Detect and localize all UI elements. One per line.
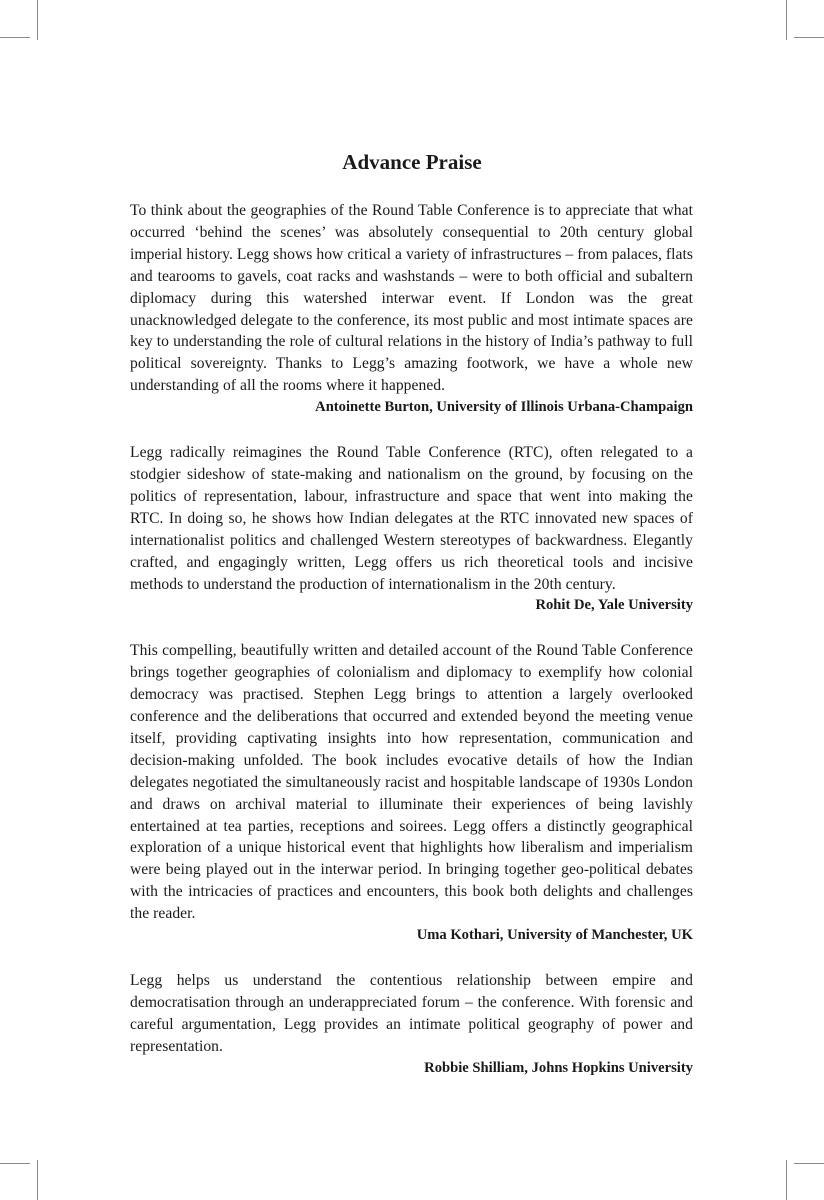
endorsement-quote: To think about the geographies of the Round Table Conference is to appreciate that what occurred ‘behind the scenes’ was absolutely consequential to 20th century global imperial history. Legg shows how critical a variety of infrastructures – from palaces, flats and tearooms to gavels, coat racks and washstands – were to both official and subaltern diplomacy during this watershed interwar event. If London was the great unacknowledged delegate to the conference, its most public and most intimate spaces are key to understanding the role of cultural relations in the history of India’s pathway to full political sovereignty. Thanks to Legg’s amazing footwork, we have a whole new understanding of all the rooms where it happened. xyxy=(130,202,693,395)
page-title: Advance Praise xyxy=(342,150,482,174)
crop-mark-bottom-right xyxy=(786,1160,787,1200)
endorsement-de xyxy=(130,442,693,617)
endorsement-shilliam xyxy=(130,970,693,1080)
crop-mark-top-left-horizontal xyxy=(0,37,30,38)
endorsement-quote: This compelling, beautifully written and detailed account of the Round Table Conference brings together geographies of colonialism and diplomacy to exemplify how colonial democracy was practised. Stephen Legg brings to attention a largely overlooked conference and the deliberations that occurred and extended beyond the meeting venue itself, providing captivating insights into how representation, communication and decision-making unfolded. The book includes evocative details of how the Indian delegates negotiated the simultaneously racist and hospitable landscape of 1930s London and draws on archival material to illuminate their experiences of being lavishly entertained at tea parties, receptions and soirees. Legg offers a distinctly geographical exploration of a unique historical event that highlights how liberalism and imperialism were being played out in the interwar period. In bringing together geo-political debates with the intricacies of practices and encounters, this book both delights and challenges the reader. xyxy=(130,642,693,923)
crop-mark-bottom-left xyxy=(37,1160,38,1200)
endorsement-attribution: Robbie Shilliam, Johns Hopkins University xyxy=(424,1059,693,1076)
crop-mark-top-left xyxy=(37,0,38,40)
endorsement-quote: Legg helps us understand the contentious relationship between empire and democratisation through an underappreciated forum – the conference. With forensic and careful argumentation, Legg provides an intimate political geography of power and representation. xyxy=(130,972,693,1055)
endorsement-burton xyxy=(130,200,693,419)
praise-content xyxy=(130,200,693,1103)
crop-mark-bottom-right-horizontal xyxy=(794,1163,824,1164)
crop-mark-top-right-horizontal xyxy=(794,37,824,38)
endorsement-attribution: Rohit De, Yale University xyxy=(535,597,693,614)
crop-mark-top-right xyxy=(786,0,787,40)
endorsement-quote: Legg radically reimagines the Round Table Conference (RTC), often relegated to a stodgier sideshow of state-making and nationalism on the ground, by focusing on the politics of representation, labour, infrastructure and space that went into making the RTC. In doing so, he shows how Indian delegates at the RTC innovated new spaces of internationalist politics and challenged Western stereotypes of backwardness. Elegantly crafted, and engagingly written, Legg offers us rich theoretical tools and incisive methods to understand the production of internationalism in the 20th century. xyxy=(130,444,693,593)
endorsement-kothari xyxy=(130,640,693,947)
endorsement-attribution: Antoinette Burton, University of Illinois Urbana-Champaign xyxy=(315,399,693,416)
endorsement-attribution: Uma Kothari, University of Manchester, UK xyxy=(416,927,693,944)
crop-mark-bottom-left-horizontal xyxy=(0,1163,30,1164)
